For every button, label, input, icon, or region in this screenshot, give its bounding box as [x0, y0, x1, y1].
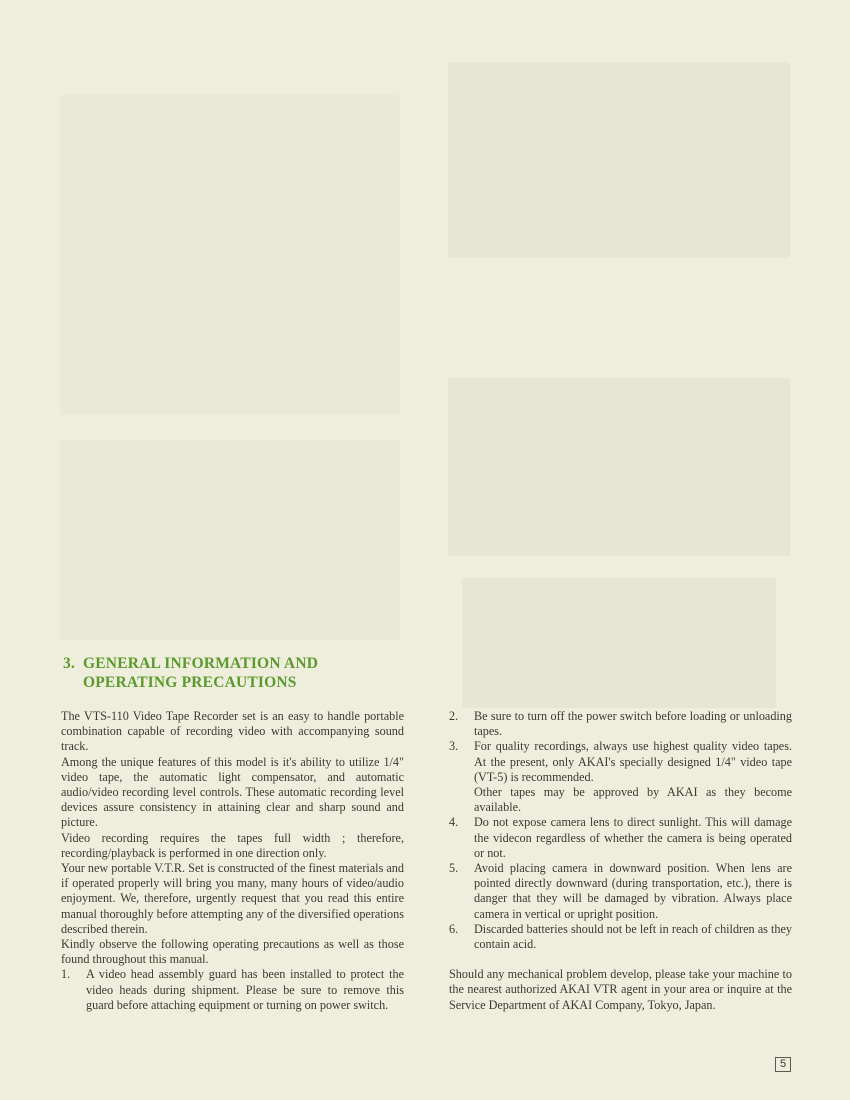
list-item-number: 3. [449, 739, 459, 754]
list-item-text: For quality recordings, always use highest quality video tapes. At the present, only AKAI's specially designed 1/4" video tape (VT-5) is recommended. [474, 739, 792, 784]
list-item [449, 739, 792, 785]
list-item [449, 709, 792, 739]
list-item-text: Avoid placing camera in downward position. When lens are pointed directly downward (during transportation, etc.), there is danger that they will be damaged by vibration. Always place camera in vertical or upright position. [474, 861, 792, 921]
section-heading [63, 654, 393, 692]
list-item-number: 6. [449, 921, 459, 936]
paragraph-observe: Kindly observe the following operating precautions as well as those found throughout this manual. [61, 937, 404, 967]
list-item [449, 861, 792, 922]
bleed-through-photo-bottom [462, 578, 776, 708]
bleed-through-photo-middle [448, 378, 790, 556]
list-item-text: Discarded batteries should not be left in reach of children as they contain acid. [474, 921, 792, 952]
list-item-text: Be sure to turn off the power switch before loading or unloading tapes. [474, 709, 792, 739]
paragraph-direction: Video recording requires the tapes full width ; therefore, recording/playback is performed in one direction only. [61, 830, 404, 860]
list-item-text: Do not expose camera lens to direct sunlight. This will damage the videcon regardless of whether the camera is being operated or not. [474, 815, 792, 860]
bleed-through-text-block [60, 95, 400, 415]
list-item-number: 2. [449, 709, 459, 723]
page-number: 5 [775, 1057, 791, 1072]
list-item [449, 815, 792, 861]
bleed-through-text-block-2 [60, 440, 400, 640]
list-item-number: 4. [449, 815, 459, 830]
closing-paragraph: Should any mechanical problem develop, please take your machine to the nearest authorized AKAI VTR agent in your area or inquire at the Service Department of AKAI Company, Tokyo, Japan. [449, 967, 792, 1012]
left-column [61, 709, 404, 1013]
section-title-line2: OPERATING PRECAUTIONS [83, 674, 297, 691]
list-item [449, 922, 792, 952]
paragraph-construction: Your new portable V.T.R. Set is constructed of the finest materials and if operated properly will bring you many, many hours of video/audio enjoyment. We, therefore, urgently request that you read this entire manual thoroughly before attempting any of the diversified operations described therein. [61, 861, 404, 936]
list-item-number: 5. [449, 861, 459, 876]
paragraph-features: Among the unique features of this model is it's ability to utilize 1/4" video tape, the automatic light compensator, and automatic audio/video recording level controls. These automatic recording level devices assure consistency in attaining clear and sharp sound and picture. [61, 754, 404, 830]
section-title-line1: GENERAL INFORMATION AND [83, 655, 319, 672]
right-column [449, 709, 792, 1013]
list-item [61, 967, 404, 1013]
list-item-number: 1. [61, 967, 71, 982]
section-number: 3. [63, 655, 76, 672]
paragraph-intro: The VTS-110 Video Tape Recorder set is an easy to handle portable combination capable of recording video with accompanying sound track. [61, 709, 404, 754]
list-item-note: Other tapes may be approved by AKAI as they become available. [474, 785, 792, 815]
list-item-text: A video head assembly guard has been installed to protect the video heads during shipment. Please be sure to remove this guard before attaching equipment or turning on power switch. [86, 967, 404, 1012]
bleed-through-photo-top [448, 62, 790, 258]
